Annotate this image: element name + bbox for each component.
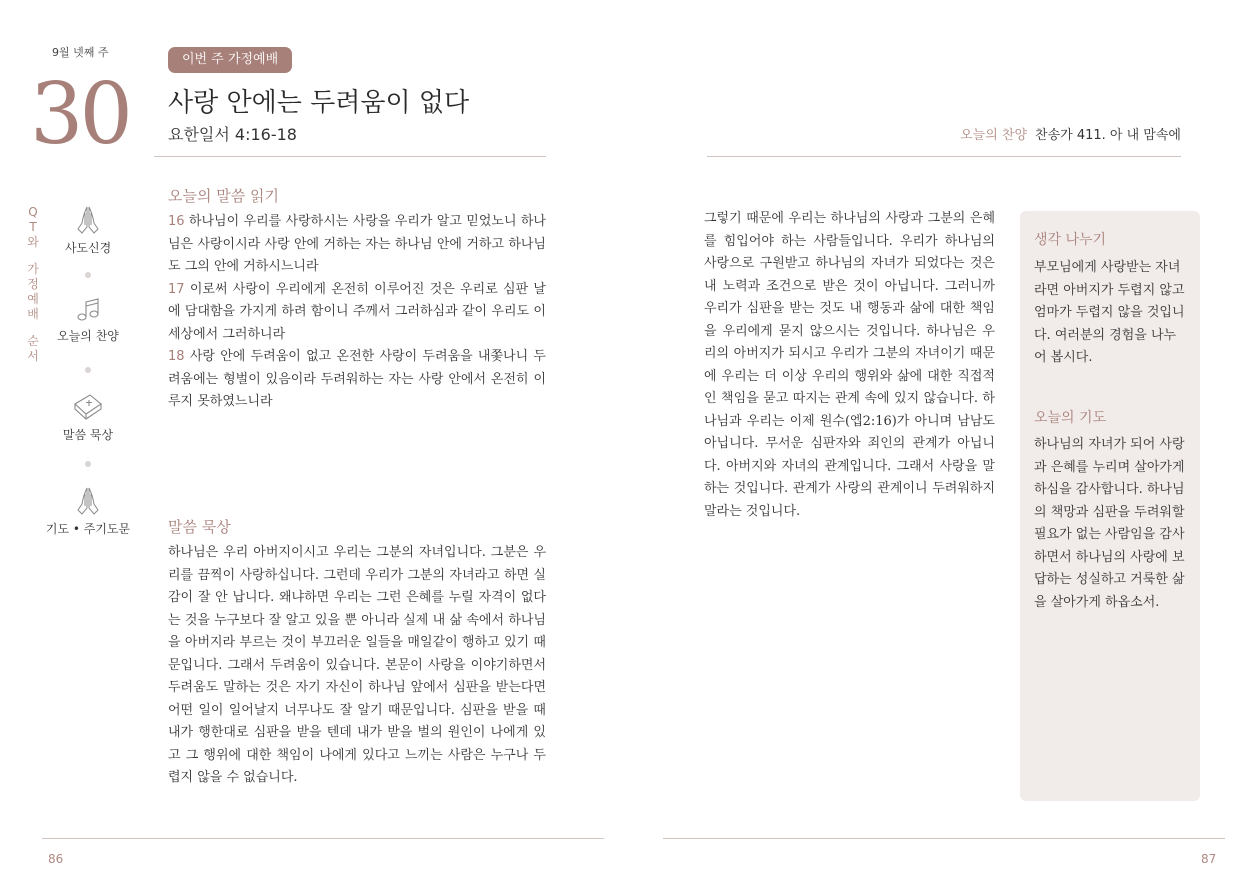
praying-hands-icon (72, 486, 104, 516)
footer-divider-left (42, 838, 604, 839)
verse-number: 16 (168, 214, 185, 229)
verse-text: 사랑 안에 두려움이 없고 온전한 사랑이 두려움을 내쫓나니 두려움에는 형벌이 있음이라 두려워하는 자는 사랑 안에서 온전히 이루지 못하였느니라 (168, 349, 546, 409)
header-divider-left (154, 156, 546, 157)
hymn-line (960, 124, 1181, 143)
music-note-icon (75, 297, 101, 323)
verse-number: 17 (168, 281, 185, 297)
scripture-reference: 요한일서 4:16-18 (168, 125, 297, 144)
sharing-text: 부모님에게 사랑받는 자녀라면 아버지가 두렵지 않고 엄마가 두렵지 않을 것입니다. 여러분의 경험을 나누어 봅시다. (1034, 260, 1185, 365)
verse (168, 211, 546, 279)
step-meditation (33, 392, 143, 443)
footer-divider-right (663, 838, 1225, 839)
step-separator-dot (85, 367, 91, 373)
verse-text: 이로써 사랑이 우리에게 온전히 이루어진 것은 우리로 심판 날에 담대함을 가지게 하려 함이니 주께서 그러하심과 같이 우리도 이 세상에서 그러하니라 (168, 281, 546, 342)
header-divider-right (707, 156, 1181, 157)
sharing-heading: 생각 나누기 (1034, 232, 1107, 248)
step-prayer (33, 486, 143, 537)
step-separator-dot (85, 461, 91, 467)
verse (168, 279, 546, 347)
step-label: 오늘의 찬양 (57, 329, 119, 343)
hymn-label: 오늘의 찬양 (960, 128, 1028, 143)
prayer-heading: 오늘의 기도 (1034, 410, 1107, 426)
step-label: 기도 • 주기도문 (45, 522, 131, 536)
verse-number: 18 (168, 349, 185, 364)
prayer-text: 하나님의 자녀가 되어 사랑과 은혜를 누리며 살아가게 하심을 감사합니다. 하나님의 책망과 심판을 두려워할 필요가 없는 사람임을 감사하면서 하나님의 사랑에 보답하는 성실하고 거룩한 삶을 살아가게 하옵소서. (1034, 437, 1185, 610)
page-number-left: 86 (48, 852, 64, 866)
praying-hands-icon (72, 205, 104, 235)
verse (168, 346, 546, 414)
meditation-heading: 말씀 묵상 (168, 518, 231, 536)
day-number: 30 (30, 65, 129, 163)
page-number-right: 87 (1201, 852, 1217, 866)
week-label: 9월 넷째 주 (52, 46, 109, 59)
verse-text: 하나님이 우리를 사랑하시는 사랑을 우리가 알고 믿었노니 하나님은 사랑이시라 사랑 안에 거하는 자는 하나님 안에 거하고 하나님도 그의 안에 거하시느니라 (168, 214, 546, 274)
continued-meditation-text: 그렇기 때문에 우리는 하나님의 사랑과 그분의 은혜를 힘입어야 하는 사람들입니다. 우리가 하나님의 사랑으로 구원받고 하나님의 자녀가 되었다는 것은 내 노력과 조건으로 받은 것이 아닙니다. 그러니까 우리가 심판을 받는 것도 내 행동과 삶에 대한 책임을 우리에게 묻지 않으시는 것입니다. 하나님은 우리의 아버지가 되시고 우리가 그분의 자녀이기 때문에 우리는 더 이상 우리의 행위와 삶에 대한 직접적인 책임을 묻고 따지는 관계 속에 있지 않습니다. 하나님과 우리는 이제 원수(엡2:16)가 아니며 남남도 아닙니다. 무서운 심판자와 죄인의 관계가 아닙니다. 아버지와 자녀의 관계입니다. 그래서 사랑을 말하는 것입니다. 관계가 사랑의 관계이니 두려워하지 말라는 것입니다. (704, 211, 995, 519)
step-label: 사도신경 (64, 241, 112, 255)
step-apostles-creed (33, 205, 143, 256)
meditation-text: 하나님은 우리 아버지이시고 우리는 그분의 자녀입니다. 그분은 우리를 끔찍이 사랑하십니다. 그런데 우리가 그분의 자녀라고 하면 실감이 잘 안 납니다. 왜냐하면 우리는 그런 은혜를 누릴 자격이 없다는 것을 누구보다 잘 알고 있을 뿐 아니라 실제 내 삶 속에서 하나님을 아버지라 부르는 것이 부끄러운 일들을 매일같이 행하고 있기 때문입니다. 그래서 두려움이 있습니다. 본문이 사랑을 이야기하면서 두려움도 말하는 것은 자기 자신이 하나님 앞에서 심판을 받는다면 어떤 일이 일어날지 너무나도 잘 알기 때문입니다. 심판을 받을 때 내가 행한대로 심판을 받을 텐데 내가 받을 벌의 원인이 나에게 있고 그 행위에 대한 책임이 나에게 있다고 느끼는 사람은 누구나 두렵지 않을 수 없습니다. (168, 545, 546, 785)
vertical-order-label: Q T 와 가 정 예 배 순 서 (27, 205, 39, 363)
step-label: 말씀 묵상 (62, 428, 114, 442)
step-separator-dot (85, 272, 91, 278)
bible-icon (72, 392, 104, 422)
step-hymn (33, 297, 143, 344)
hymn-title: 찬송가 411. 아 내 맘속에 (1035, 128, 1181, 143)
section-badge: 이번 주 가정예배 (168, 47, 292, 73)
scripture-passage (168, 211, 546, 414)
reading-heading: 오늘의 말씀 읽기 (168, 187, 279, 205)
page-title: 사랑 안에는 두려움이 없다 (168, 88, 470, 118)
